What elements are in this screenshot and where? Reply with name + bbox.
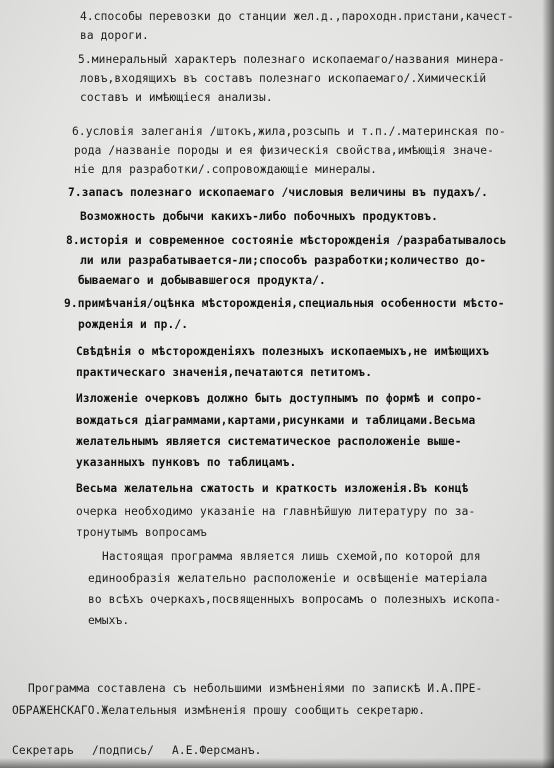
- para-3-line-1: Весьма желательна сжатость и краткость изложенія.Въ концѣ: [76, 482, 469, 495]
- note-line-1: Программа составлена съ небольшими измѣненіями по запискѣ И.А.ПРЕ-: [28, 682, 483, 695]
- item-9-line-2: рожденія и пр./.: [78, 318, 189, 331]
- item-5-line-1: 5.минеральный характеръ полезнаго ископаемаго/названия минера-: [78, 53, 505, 66]
- signature-mark: /подпись/: [92, 744, 154, 757]
- item-6-line-2: рода /названіе породы и ея физическія свойства,имѣющія значе-: [74, 144, 495, 157]
- item-7-line-2: Возможность добычи какихъ-либо побочныхъ продуктовъ.: [80, 210, 439, 223]
- para-4-line-2: единообразія желательно расположеніе и освѣщеніе матеріала: [88, 572, 488, 585]
- para-3-line-2: очерка необходимо указаніе на главнѣйшую литературу по за-: [76, 505, 476, 518]
- item-6-line-3: ніе для разработки/.сопровождающіе минералы.: [74, 163, 377, 176]
- item-4-line-2: ва дороги.: [80, 29, 149, 42]
- page-shadow-bottom: [0, 758, 554, 768]
- para-4-line-3: во всѣхъ очеркахъ,посвященныхъ вопросамъ о полезныхъ ископа-: [88, 593, 502, 606]
- para-2-line-2: вождаться діаграммами,картами,рисунками и таблицами.Весьма: [76, 414, 476, 427]
- para-2-line-1: Изложеніе очерковъ должно быть доступнымъ по формѣ и сопро-: [76, 392, 483, 405]
- item-8-line-1: 8.исторія и современное состояніе мѣсторожденія /разрабатывалось: [66, 234, 507, 247]
- para-4-line-4: емыхъ.: [88, 614, 130, 627]
- para-1-line-1: Свѣдѣнія о мѣсторожденіяхъ полезныхъ ископаемыхъ,не имѣющихъ: [76, 345, 490, 358]
- item-9-line-1: 9.примѣчанія/оцѣнка мѣсторожденія,специальныя особенности мѣсто-: [64, 297, 505, 310]
- page-shadow-right: [542, 0, 554, 768]
- para-3-line-3: тронутымъ вопросамъ: [76, 526, 207, 539]
- item-5-line-3: составъ и имѣющіеся анализы.: [80, 91, 273, 104]
- item-8-line-2: ли или разрабатывается-ли;способъ разработки;количество до-: [80, 254, 487, 267]
- para-4-line-1: Настоящая программа является лишь схемой,по которой для: [102, 550, 481, 563]
- item-8-line-3: бываемаго и добывавшегося продукта/.: [78, 274, 326, 287]
- item-5-line-2: ловъ,входящихъ въ составъ полезнаго ископаемаго/.Химическій: [80, 72, 487, 85]
- signature-role: Секретарь: [12, 744, 74, 757]
- item-6-line-1: 6.условія залеганія /штокъ,жила,розсыпь и т.п./.материнская по-: [72, 125, 506, 138]
- para-2-line-4: указанныхъ пунковъ по таблицамъ.: [76, 456, 297, 469]
- signature-name: А.Е.Ферсманъ.: [172, 744, 262, 757]
- para-1-line-2: практическаго значенія,печатаются петитомъ.: [76, 366, 373, 379]
- para-2-line-3: желательнымъ является систематическое расположеніе выше-: [76, 435, 462, 448]
- item-4-line-1: 4.способы перевозки до станции жел.д.,пароходн.пристани,качест-: [80, 10, 514, 23]
- note-line-2: ОБРАЖЕНСКАГО.Желательныя измѣненія прошу сообщить секретарю.: [12, 704, 426, 717]
- item-7-line-1: 7.запасъ полезнаго ископаемаго /числовыя величины въ пудахъ/.: [68, 186, 489, 199]
